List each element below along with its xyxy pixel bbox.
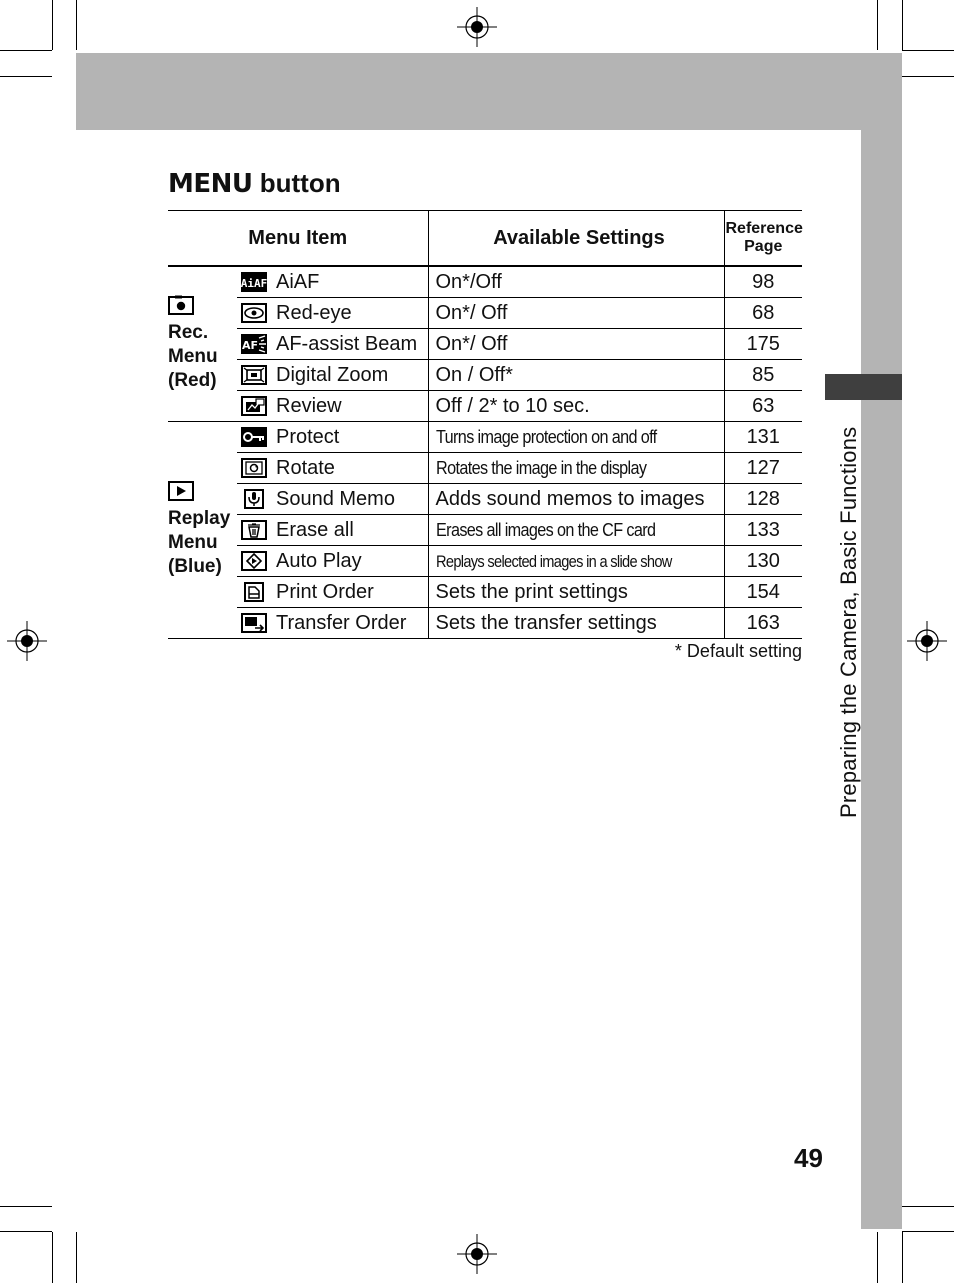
- menu-item-print-order: Print Order: [237, 577, 428, 608]
- erase-all-icon: [241, 520, 267, 540]
- settings-rotate: Rotates the image in the display: [428, 453, 724, 484]
- table-row: [168, 266, 802, 298]
- registration-mark-icon: [907, 621, 947, 661]
- settings-af-assist-beam: On*/ Off: [428, 329, 724, 360]
- crop-mark: [902, 0, 903, 50]
- play-icon: [168, 481, 194, 501]
- settings-print-order: Sets the print settings: [428, 577, 724, 608]
- footnote: * Default setting: [674, 641, 802, 661]
- menu-item-af-assist-beam: AF AF-assist Beam: [237, 329, 428, 360]
- table-row: [168, 608, 802, 639]
- crop-mark: [902, 50, 954, 51]
- auto-play-icon: [241, 551, 267, 571]
- settings-digital-zoom: On / Off*: [428, 360, 724, 391]
- ref-page-digital-zoom: 85: [724, 360, 802, 391]
- settings-auto-play: Replays selected images in a slide show: [428, 546, 724, 577]
- page-number: 49: [794, 1143, 823, 1173]
- menu-item-red-eye: Red-eye: [237, 298, 428, 329]
- menu-item-erase-all: Erase all: [237, 515, 428, 546]
- ref-page-rotate: 127: [724, 453, 802, 484]
- table-row: [168, 329, 802, 360]
- crop-mark: [902, 1232, 903, 1283]
- crop-mark: [0, 76, 52, 77]
- settings-transfer-order: Sets the transfer settings: [428, 608, 724, 639]
- table-row: [168, 391, 802, 422]
- table-row: [168, 360, 802, 391]
- group-label-rec: Rec. Menu (Red): [168, 266, 237, 422]
- ref-page-af-assist-beam: 175: [724, 329, 802, 360]
- table-row: [168, 453, 802, 484]
- review-icon: [241, 396, 267, 416]
- settings-sound-memo: Adds sound memos to images: [428, 484, 724, 515]
- menu-item-digital-zoom: Digital Zoom: [237, 360, 428, 391]
- table-row: [168, 422, 802, 453]
- header-menu-item: Menu Item: [168, 211, 428, 267]
- side-band: [861, 130, 902, 1229]
- registration-mark-icon: [7, 621, 47, 661]
- table-row: [168, 546, 802, 577]
- crop-mark: [76, 1232, 77, 1283]
- table-row: [168, 298, 802, 329]
- menu-item-review: Review: [237, 391, 428, 422]
- settings-protect: Turns image protection on and off: [428, 422, 724, 453]
- settings-erase-all: Erases all images on the CF card: [428, 515, 724, 546]
- digital-zoom-icon: [241, 365, 267, 385]
- settings-red-eye: On*/ Off: [428, 298, 724, 329]
- crop-mark: [877, 0, 878, 50]
- crop-mark: [0, 1231, 52, 1232]
- menu-item-protect: Protect: [237, 422, 428, 453]
- registration-mark-icon: [457, 1234, 497, 1274]
- side-tab-marker: [825, 374, 902, 400]
- crop-mark: [52, 0, 53, 50]
- menu-table: [168, 210, 802, 639]
- header-available-settings: Available Settings: [428, 211, 724, 267]
- menu-item-aiaf: AiAF AiAF: [237, 266, 428, 298]
- heading-text: button: [252, 168, 341, 198]
- table-row: [168, 577, 802, 608]
- registration-mark-icon: [457, 7, 497, 47]
- menu-button-label: MENU: [168, 169, 253, 199]
- af-assist-icon: [241, 334, 267, 354]
- ref-page-sound-memo: 128: [724, 484, 802, 515]
- crop-mark: [902, 1206, 954, 1207]
- crop-mark: [902, 1231, 954, 1232]
- ref-page-aiaf: 98: [724, 266, 802, 298]
- ref-page-review: 63: [724, 391, 802, 422]
- sound-memo-icon: [241, 489, 267, 509]
- protect-icon: [241, 427, 267, 447]
- ref-page-print-order: 154: [724, 577, 802, 608]
- group-label-replay: Replay Menu (Blue): [168, 422, 237, 639]
- crop-mark: [76, 0, 77, 50]
- table-header-row: [168, 211, 802, 267]
- ref-page-red-eye: 68: [724, 298, 802, 329]
- menu-item-rotate: Rotate: [237, 453, 428, 484]
- crop-mark: [0, 1206, 52, 1207]
- ref-page-erase-all: 133: [724, 515, 802, 546]
- settings-review: Off / 2* to 10 sec.: [428, 391, 724, 422]
- crop-mark: [877, 1232, 878, 1283]
- crop-mark: [52, 1232, 53, 1283]
- menu-item-transfer-order: Transfer Order: [237, 608, 428, 639]
- header-band: [76, 53, 902, 130]
- table-row: [168, 484, 802, 515]
- settings-aiaf: On*/Off: [428, 266, 724, 298]
- print-order-icon: [241, 582, 267, 602]
- aiaf-icon: [241, 272, 267, 292]
- svg-text:AF: AF: [241, 339, 259, 353]
- menu-item-auto-play: Auto Play: [237, 546, 428, 577]
- crop-mark: [902, 76, 954, 77]
- svg-text:AiAF: AiAF: [241, 277, 267, 291]
- ref-page-protect: 131: [724, 422, 802, 453]
- table-row: [168, 515, 802, 546]
- page-heading: [168, 168, 341, 199]
- header-reference-page: Reference Page: [724, 211, 802, 267]
- transfer-order-icon: [241, 613, 267, 633]
- crop-mark: [0, 50, 52, 51]
- red-eye-icon: [241, 303, 267, 323]
- camera-icon: [168, 295, 194, 315]
- ref-page-transfer-order: 163: [724, 608, 802, 639]
- menu-item-sound-memo: Sound Memo: [237, 484, 428, 515]
- side-tab-label: Preparing the Camera, Basic Functions: [836, 426, 861, 818]
- rotate-icon: [241, 458, 267, 478]
- ref-page-auto-play: 130: [724, 546, 802, 577]
